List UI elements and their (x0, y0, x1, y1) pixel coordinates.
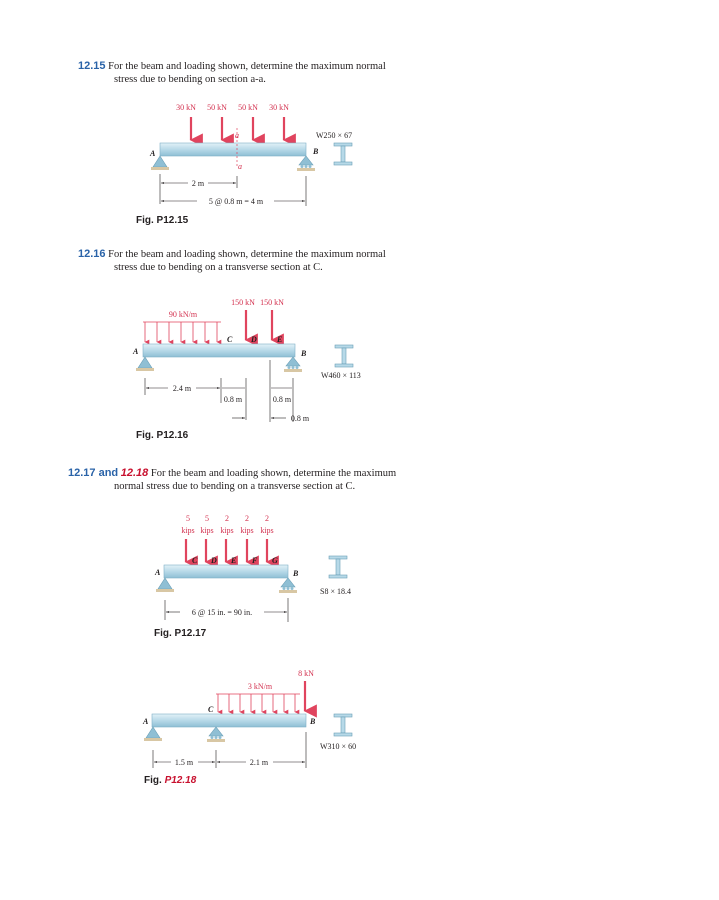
load-unit: kips (260, 526, 274, 535)
distributed-load (143, 322, 221, 342)
load-value: 2 (265, 514, 269, 523)
point-label: G (272, 556, 278, 565)
i-beam-icon (334, 714, 352, 736)
section-designation: S8 × 18.4 (320, 587, 351, 596)
distributed-load-label: 90 kN/m (168, 310, 198, 319)
problem-text-line1: For the beam and loading shown, determine the maximum (150, 468, 397, 479)
point-label: B (293, 569, 299, 578)
section-label: a (238, 162, 242, 171)
load-unit: kips (200, 526, 214, 535)
problem-text-line1: For the beam and loading shown, determine the maximum normal (108, 61, 386, 72)
load-unit: kips (220, 526, 234, 535)
point-label: D (211, 556, 217, 565)
load-label: 30 kN (176, 103, 196, 112)
dimension-label: 0.8 m (290, 414, 310, 423)
dimension-label: 5 @ 0.8 m = 4 m (208, 197, 264, 206)
figure-caption: Fig. P12.16 (136, 430, 189, 441)
section-designation: W460 × 113 (321, 371, 361, 380)
pin-support (144, 727, 162, 741)
point-label: D (251, 335, 257, 344)
roller-support (279, 578, 297, 593)
dimension-label: 1.5 m (174, 758, 194, 767)
problem-number: 12.15 (78, 60, 106, 72)
figure-caption: Fig. P12.17 (154, 628, 207, 639)
pin-support (136, 357, 154, 371)
point-label: B (313, 147, 319, 156)
point-label: B (310, 717, 316, 726)
figure-p12-17 (154, 514, 351, 622)
dimension-lines (145, 360, 293, 422)
section-label: a (235, 131, 239, 140)
beam (152, 714, 306, 727)
load-label: 30 kN (269, 103, 289, 112)
load-arrows (246, 310, 272, 340)
roller-support (207, 727, 225, 742)
problem-text-line2: normal stress due to bending on a transverse section at C. (114, 481, 356, 492)
point-load-label: 8 kN (298, 669, 314, 678)
point-label: C (227, 335, 233, 344)
point-label: B (301, 349, 307, 358)
point-label: A (143, 717, 149, 726)
load-label: 50 kN (238, 103, 258, 112)
load-unit: kips (240, 526, 254, 535)
point-label: A (150, 149, 156, 158)
caption-number: P12.18 (164, 775, 197, 786)
load-value: 5 (186, 514, 190, 523)
dimension-label: 2 m (191, 179, 205, 188)
load-units (181, 526, 273, 535)
point-label: F (252, 556, 258, 565)
beam (160, 143, 306, 156)
problem-text-line2: stress due to bending on section a-a. (114, 74, 266, 85)
load-labels (176, 103, 289, 112)
problem-text-line1: For the beam and loading shown, determine the maximum normal (108, 249, 386, 260)
pin-support (151, 156, 169, 170)
dimension-label: 2.1 m (249, 758, 269, 767)
pin-support (156, 578, 174, 592)
problem-number: 12.16 (78, 248, 106, 260)
load-unit: kips (181, 526, 195, 535)
distributed-load (216, 694, 300, 712)
section-designation: W250 × 67 (316, 131, 353, 140)
problem-number: 12.17 and (68, 467, 119, 479)
load-label: 150 kN (231, 298, 255, 307)
roller-support (297, 156, 315, 171)
distributed-load-label: 3 kN/m (247, 682, 273, 691)
load-label: 50 kN (207, 103, 227, 112)
load-value: 2 (245, 514, 249, 523)
beam (164, 565, 288, 578)
point-label: C (192, 556, 198, 565)
caption-prefix: Fig. (144, 775, 162, 786)
beam (143, 344, 295, 357)
point-label: C (208, 705, 214, 714)
dimension-label: 0.8 m (272, 395, 292, 404)
i-beam-icon (335, 345, 353, 367)
problem-text-line2: stress due to bending on a transverse section at C. (114, 262, 323, 273)
point-label: A (155, 568, 161, 577)
load-label: 150 kN (260, 298, 284, 307)
dimension-label: 2.4 m (172, 384, 192, 393)
point-label: A (133, 347, 139, 356)
figure-p12-18 (142, 669, 356, 768)
point-label: E (231, 556, 237, 565)
load-value: 5 (205, 514, 209, 523)
section-designation: W310 × 60 (320, 742, 357, 751)
figure-p12-15 (149, 103, 352, 206)
point-label: E (277, 335, 283, 344)
dimension-label: 0.8 m (223, 395, 243, 404)
i-beam-icon (329, 556, 347, 578)
load-value: 2 (225, 514, 229, 523)
load-values (186, 514, 269, 523)
dimension-label: 6 @ 15 in. = 90 in. (191, 608, 253, 617)
i-beam-icon (334, 143, 352, 165)
figure-p12-16 (132, 298, 361, 423)
problem-number-red: 12.18 (120, 467, 149, 479)
figure-caption: Fig. P12.15 (136, 215, 189, 226)
roller-support (284, 357, 302, 372)
